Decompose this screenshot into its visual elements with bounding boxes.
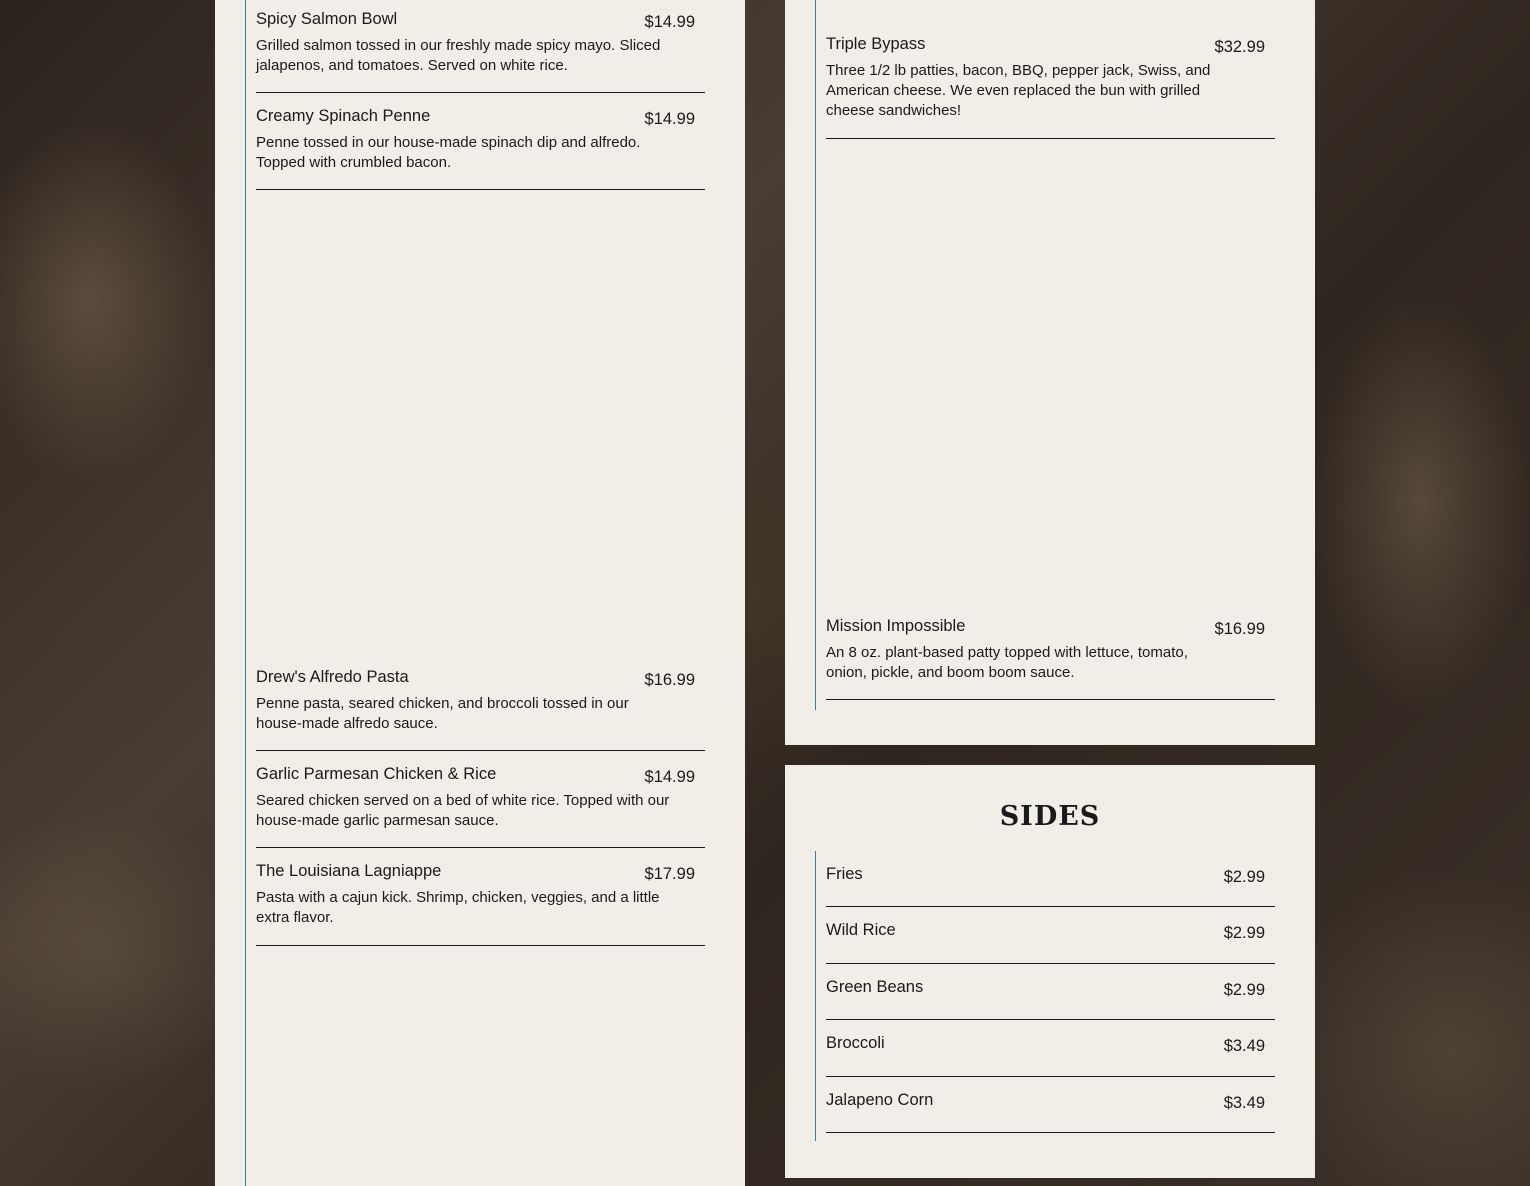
item-description: Penne tossed in our house-made spinach dip and alfredo. Topped with crumbled bacon. (256, 134, 641, 171)
divider (826, 699, 1275, 700)
side-item-green-beans (826, 978, 1275, 1018)
menu-panel-left (215, 0, 745, 1186)
item-name: Wild Rice (826, 921, 896, 939)
item-price: $2.99 (1223, 924, 1265, 942)
item-name: Garlic Parmesan Chicken & Rice (256, 765, 497, 783)
item-price: $3.49 (1223, 1037, 1265, 1055)
side-item-broccoli (826, 1034, 1275, 1074)
item-price: $14.99 (644, 110, 695, 128)
divider (256, 750, 705, 751)
item-description: Seared chicken served on a bed of white rice. Topped with our house-made garlic parmesan sauce. (256, 792, 670, 829)
item-name: The Louisiana Lagniappe (256, 862, 442, 880)
item-name: Triple Bypass (826, 35, 926, 53)
divider (256, 945, 705, 946)
item-description: Grilled salmon tossed in our freshly made spicy mayo. Sliced jalapenos, and tomatoes. Served on white rice. (256, 37, 661, 74)
menu-panel-right-top (785, 0, 1315, 745)
menu-item-creamy-spinach-penne (256, 107, 705, 187)
section-title-sides: SIDES (999, 801, 1101, 832)
accent-rail (245, 0, 246, 1186)
item-name: Spicy Salmon Bowl (256, 10, 398, 28)
item-name: Broccoli (826, 1034, 885, 1052)
item-description: Three 1/2 lb patties, bacon, BBQ, pepper jack, Swiss, and American cheese. We even replaced the bun with grilled cheese sandwiches! (826, 62, 1211, 119)
divider (826, 906, 1275, 907)
item-name: Jalapeno Corn (826, 1091, 934, 1109)
side-item-wild-rice (826, 921, 1275, 961)
menu-item-triple-bypass (826, 35, 1275, 135)
item-name: Creamy Spinach Penne (256, 107, 431, 125)
item-price: $16.99 (1214, 620, 1265, 638)
item-description: An 8 oz. plant-based patty topped with lettuce, tomato, onion, pickle, and boom boom sauce. (826, 644, 1188, 681)
item-price: $16.99 (644, 671, 695, 689)
menu-item-spicy-salmon-bowl (256, 10, 705, 93)
item-description: Pasta with a cajun kick. Shrimp, chicken, veggies, and a little extra flavor. (256, 889, 660, 926)
accent-rail (815, 851, 816, 1141)
item-price: $2.99 (1223, 981, 1265, 999)
divider (826, 1019, 1275, 1020)
accent-rail (815, 0, 816, 710)
divider (826, 1132, 1275, 1133)
divider (256, 189, 705, 190)
item-price: $14.99 (644, 13, 695, 31)
item-name: Fries (826, 865, 863, 883)
divider (826, 963, 1275, 964)
divider (256, 847, 705, 848)
menu-item-louisiana-lagniappe (256, 862, 705, 942)
item-price: $14.99 (644, 768, 695, 786)
item-price: $3.49 (1223, 1094, 1265, 1112)
side-item-jalapeno-corn (826, 1091, 1275, 1131)
divider (826, 138, 1275, 139)
item-name: Mission Impossible (826, 617, 966, 635)
item-description: Penne pasta, seared chicken, and broccoli tossed in our house-made alfredo sauce. (256, 695, 629, 732)
item-price: $2.99 (1223, 868, 1265, 886)
menu-item-drews-alfredo-pasta (256, 668, 705, 748)
item-price: $32.99 (1214, 38, 1265, 56)
item-price: $17.99 (644, 865, 695, 883)
item-name: Green Beans (826, 978, 924, 996)
menu-item-garlic-parmesan-chicken-rice (256, 765, 705, 845)
sides-panel (785, 765, 1315, 1178)
divider (256, 92, 705, 93)
divider (826, 1076, 1275, 1077)
side-item-fries (826, 865, 1275, 905)
menu-item-mission-impossible (826, 617, 1275, 697)
item-name: Drew's Alfredo Pasta (256, 668, 409, 686)
